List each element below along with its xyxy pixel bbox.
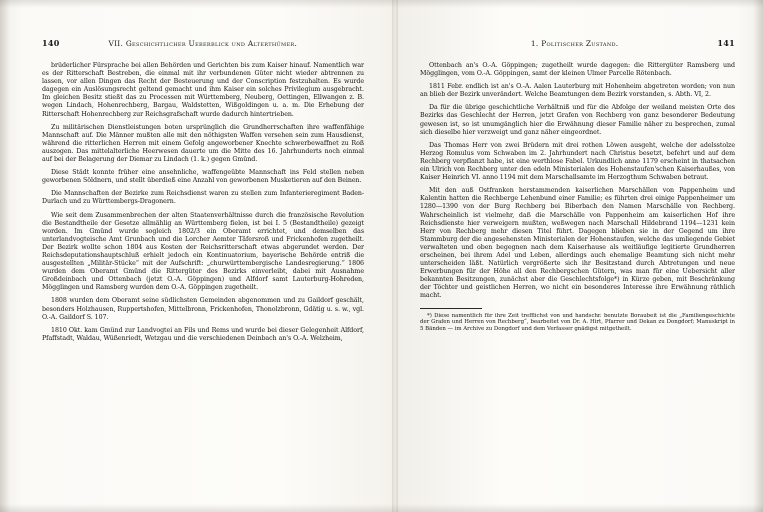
paragraph: Wie seit dem Zusammenbrechen der alten Staatenverhältnisse durch die französische Revolution die Bestandtheile der Gesetze allmählig an Württemberg fielen, ist bei I. 5 (Bestandtheile) gezeigt worden. Im Gmünd wurde sogleich 1802/3 ein Oberamt errichtet, und demselben das unterlandvogteische Amt Grunbach und die Lorcher Aemter Täfersroß und Frickenhofen zugetheilt. Der Bezirk wollte schon 1804 aus Kosten der Reichsritterschaft etwas abgerundet werden. Der Reichsdeputationshauptschluß erhielt jedoch ein Kontinuatorium, bayerische Behörde entriß die ausgestellten „Militär-Stücke“ mit der Aufschrift: „churwürttembergische Landesregierung.“ 1806 wurden dem Oberamt Gmünd die Rittergüter des Bezirks einverleibt, dabei mit Ausnahme Großdeinbach und Ottenbach (jetzt O.-A. Göppingen) und Alfdorf samt Lauterburg-Hohreden, Mögglingen und Ramsberg wurden dem O.-A. Göppingen zugetheilt. xyxy=(42,211,364,292)
left-running-title: VII. Geschichtlicher Ueberblick und Alterthümer. xyxy=(108,39,298,48)
paragraph: Die Mannschaften der Bezirke zum Reichsdienst waren zu stellen zum Infanterieregiment Baden-Durlach und zu Württembergs-Dragonern. xyxy=(42,190,364,206)
paragraph: Zu militärischen Dienstleistungen boten ursprünglich die Grundherrschaften ihre waffenfähige Mannschaft auf. Die Männer mußten alle mit den nöthigsten Waffen versehen sein zum Hausdienst, während die ritterlichen Herren mit einem Gefolg angeworbener Knechte schwerbewaffnet zu Roß auszogen. Das mittelalterliche Heerwesen dauerte um die Mitte des 16. Jahrhunderts noch einmal auf bei der Belagerung der Diemar zu Lindach (1. k.) gegen Gmünd. xyxy=(42,123,364,164)
right-page-edge-shadow xyxy=(753,0,763,512)
right-text-column xyxy=(420,62,735,301)
left-page-top-shadow xyxy=(0,0,394,8)
left-page-bottom-shadow xyxy=(0,504,394,512)
right-running-title: 1. Politischer Zustand. xyxy=(530,39,619,48)
right-page xyxy=(394,0,763,512)
right-page-bottom-shadow xyxy=(394,504,763,512)
paragraph: Da für die übrige geschichtliche Verhältniß und für die Abfolge der weiland meisten Orte des Bezirks das Geschlecht der Herren, jetzt Grafen von Rechberg von ganz besonderer Bedeutung gewesen ist, so ist unumgänglich hier die Erwähnung dieser Familie näher zu besprechen, zumal sich dieselbe hier verzweigt und ganz näher eingeordnet. xyxy=(420,104,735,136)
right-page-top-shadow xyxy=(394,0,763,8)
left-page-edge-shadow xyxy=(0,0,10,512)
paragraph: Ottenbach an's O.-A. Göppingen; zugetheilt wurde dagegen: die Rittergüter Ramsberg und Mögglingen, vom O.-A. Göppingen, samt der kleinen Ulmer Parcelle Rötenbach. xyxy=(420,62,735,78)
paragraph: Das Thomas Herr von zwei Brüdern mit drei rothen Löwen ausgeht, welche der adelsstolze Herzog Romulus vom Schwaben im 2. Jahrhundert nach Christus besetzt, befehrt und auf dem Rechberg verpflanzt habe, ist eine werthlose Fabel. Urkundlich anno 1179 erscheint in thatsachen ein Ulrich von Rechberg unter den edeln Ministerialen des Hohenstaufen'schen Kaiserhaußes, von Kaiser Heinrich VI. anno 1194 mit dem Marschallsamte im Herzogthum Schwaben betraut. xyxy=(420,141,735,182)
right-running-head xyxy=(420,38,735,48)
left-running-head xyxy=(42,38,364,48)
paragraph: Mit den auß Ostfranken herstammenden kaiserlichen Marschällen von Pappenheim und Kalentin hatten die Rechberge Lehenbund einer Familie; es führten drei einige Pappenheimer um 1280—1390 von der Burg Rechberg bei Biberbach den Namen Marschälle von Rechberg. Wahrscheinlich ist vielmehr, daß die Marschälle von Pappenheim am kaiserlichen Hof ihre Reichsdienste hier verweigern mußten, weßwegen nach Marschall Hildebrand 1194—1231 kein Herr von Rechberg mehr diesen Titel führt. Dagegen blieben sie in der Gegend um ihre Stammburg der die angesehensten Ministerialen der Hohenstaufen, welche das umliegende Gebiet verwalteten und oben begegnen nach dem Kaiserhause als weitläufige legitierte Grundherren erscheinen, bei ihrem Adel und Leben, allerdings auch ehemalige Beamtung sich nicht mehr unterscheiden läßt. Natürlich vergrößerte sich ihr Besitzstand durch Abtretungen und neue Erwerbungen für der Höhe all den Rechbergschen Gütern, was man für eine Uebersicht aller bekannten Besitzungen, zunächst aber die Geschlechtsfolge*) in Kürze geben, mit Beschränkung der Töchter und geistlichen Herren, wo nicht ein besonderes Interesse ihre Erwähnung räthlich macht. xyxy=(420,187,735,300)
paragraph: 1811 Febr. endlich ist an's O.-A. Aalen Lauterburg mit Hohenheim abgetreten worden; von nun an blieb der Bezirk unverändert. Welche Beamtungen dem Bezirk vorstanden, s. Abth. VI, 2. xyxy=(420,83,735,99)
right-folio-number: 141 xyxy=(717,38,735,48)
footnote-text: *) Diese namentlich für ihre Zeit trefflichst von und handschr. benutzte Boraubeit ist die „Familiengeschichte der Grafen und Herren von Rechberg“, bearbeitet von Dr. A. Hirt, Pfarrer und Dekan zu Dongdorf; Manuskript in 5 Bänden — im Archive zu Dongdorf und dem Verfasser gnädigst mitgetheilt. xyxy=(420,312,735,333)
left-text-column xyxy=(42,62,364,343)
left-folio-number: 140 xyxy=(42,38,60,48)
paragraph: brüderlicher Fürsprache bei allen Behörden und Gerichten bis zum Kaiser hinauf. Namentlich war es der Ritterschaft Bestreben, die einmal mit ihr verbundenen Güter nicht wieder abtrennen zu lassen, vor allen Dingen das Recht der Besteuerung und der Conscription festzuhalten. Es wurde dagegen ein Auslösungsrecht geltend gemacht und ihm Kaiser ein solches Privilegium ausgebracht. Im gleichen Besitz stießt das zu Processen mit Württemberg, Neuberg, Oettingen, Ellwangen z. B. wegen Lindach, Hohenrechberg, Bargau, Waldstetten, Wißgoldingen u. a. m. Die Erhebung der Ritterschaft Hohenrechberg zur Reichsgrafschaft wurde dadurch hintertrieben. xyxy=(42,62,364,118)
paragraph: 1810 Okt. kam Gmünd zur Landvogtei an Fils und Rems und wurde bei dieser Gelegenheit Alfdorf, Pfaffstadt, Waldau, Wüßenriedt, Wetzgau und die verschiedenen Deinbach an's O.-A. Welzheim, xyxy=(42,326,364,342)
footnote-separator xyxy=(420,308,482,309)
paragraph: Diese Städt konnte früher eine ansehnliche, waffengeübte Mannschaft ins Feld stellen neben geworbenen Söldnern, und stellt überdieß eine Anzahl von geworbenen Musketieren auf den Beinen. xyxy=(42,169,364,185)
paragraph: 1808 wurden dem Oberamt seine südlichsten Gemeinden abgenommen und zu Gaildorf geschält, besonders Holzhausen, Ruppertshofen, Mittelbronn, Frickenhofen, Thonolzbronn, Gdätig u. s. w., vgl. O.-A. Gaildorf S. 107. xyxy=(42,297,364,321)
